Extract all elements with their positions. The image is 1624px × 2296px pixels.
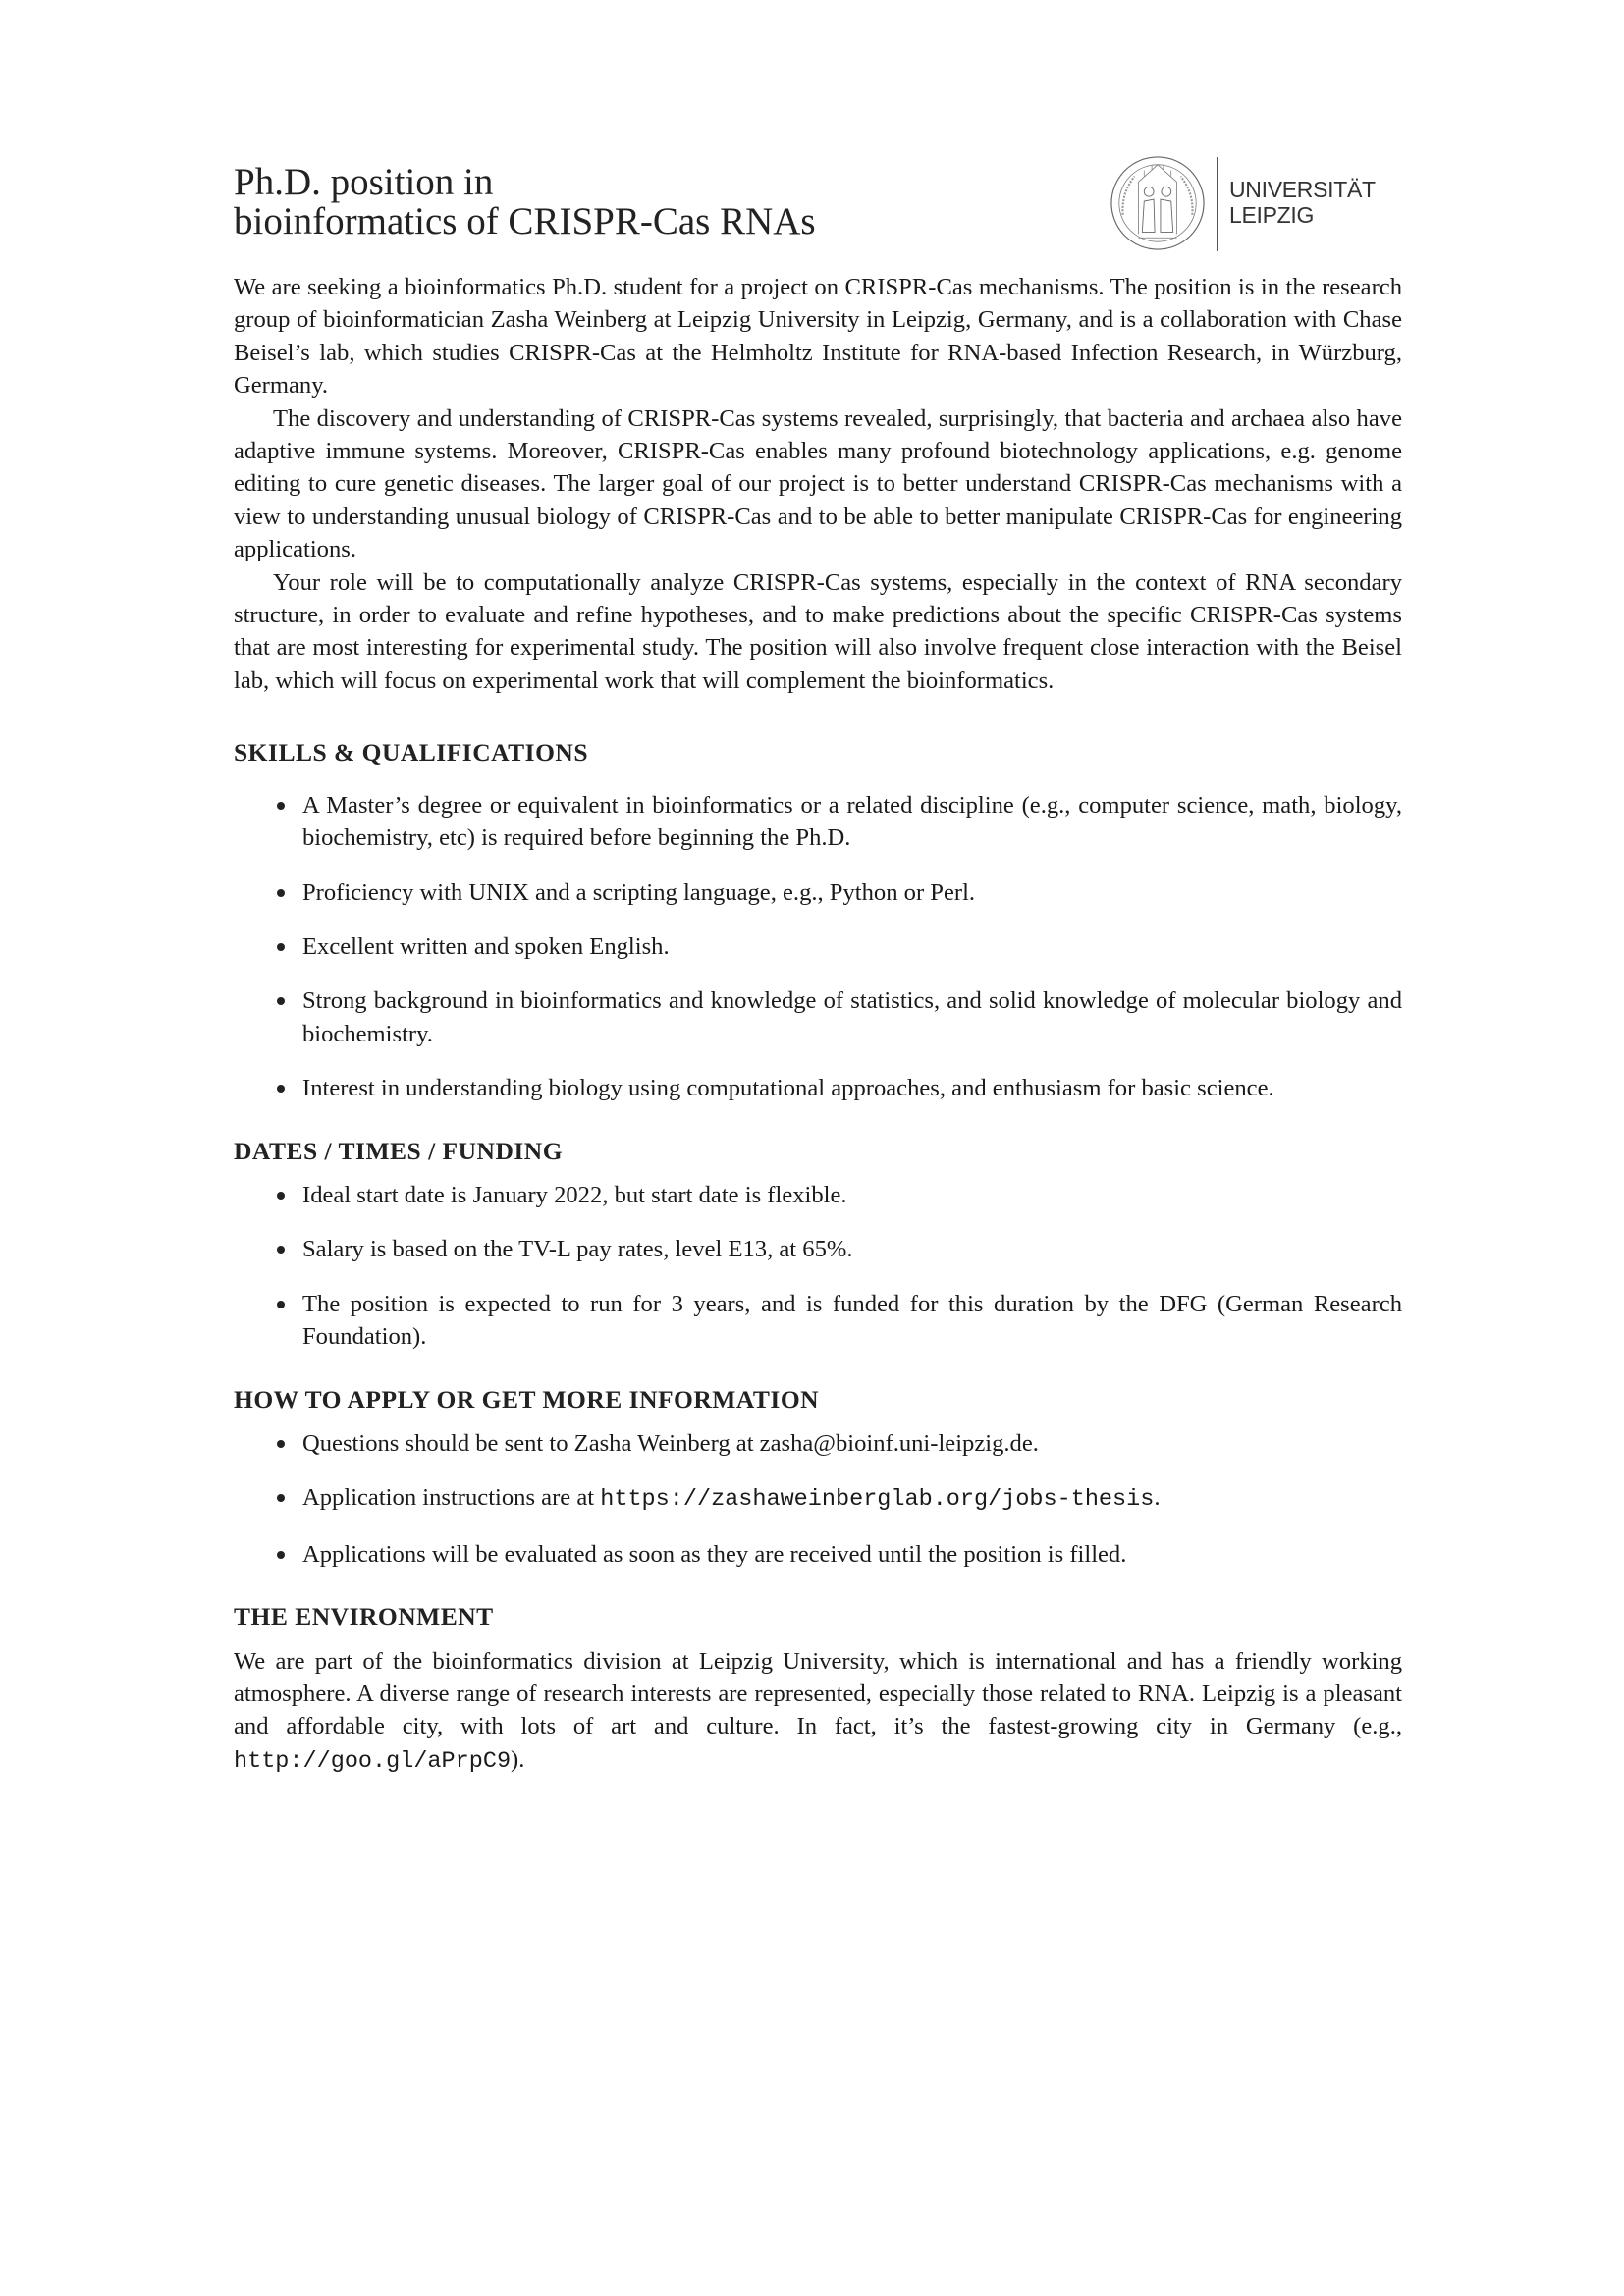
list-item-text: Salary is based on the TV-L pay rates, level E13, at 65%. — [302, 1236, 853, 1263]
list-item-text: Interest in understanding biology using computational approaches, and enthusiasm for basic science. — [302, 1075, 1274, 1102]
list-item — [234, 1233, 1402, 1265]
skills-section — [234, 736, 1402, 1104]
intro-paragraph-1: We are seeking a bioinformatics Ph.D. student for a project on CRISPR-Cas mechanisms. The position is in the research group of bioinformatician Zasha Weinberg at Leipzig University in Leipzig, Germany, and is a collaboration with Chase Beisel’s lab, which studies CRISPR-Cas at the Helmholtz Institute for RNA-based Infection Research, in Würzburg, Germany. — [234, 274, 1402, 400]
university-name-line-2: LEIPZIG — [1229, 202, 1315, 228]
bullet-icon — [277, 1085, 285, 1093]
bullet-icon — [277, 997, 285, 1005]
apply-heading: HOW TO APPLY OR GET MORE INFORMATION — [234, 1384, 820, 1414]
apply-list — [234, 1427, 1402, 1571]
skills-list — [234, 789, 1402, 1105]
dates-list — [234, 1179, 1402, 1354]
bullet-icon — [277, 802, 285, 810]
list-item — [234, 1179, 1402, 1211]
bullet-icon — [277, 1246, 285, 1254]
list-item-text: The position is expected to run for 3 years, and is funded for this duration by the DFG (German Research Foundation). — [302, 1290, 1402, 1351]
dates-heading: DATES / TIMES / FUNDING — [234, 1136, 564, 1165]
environment-heading: THE ENVIRONMENT — [234, 1602, 494, 1631]
list-item-text: Excellent written and spoken English. — [302, 933, 670, 960]
bullet-icon — [277, 1494, 285, 1502]
list-item — [234, 1538, 1402, 1571]
apply-section — [234, 1383, 1402, 1572]
university-logo — [1110, 155, 1404, 253]
title-line-2: bioinformatics of CRISPR-Cas RNAs — [234, 200, 816, 242]
bullet-icon — [277, 1551, 285, 1559]
environment-paragraph — [234, 1645, 1402, 1779]
university-name — [1229, 177, 1376, 228]
list-item — [234, 1072, 1402, 1104]
list-item — [234, 789, 1402, 855]
title-line-1: Ph.D. position in — [234, 161, 494, 203]
list-item-text: Strong background in bioinformatics and knowledge of statistics, and solid knowledge of molecular biology and biochemistry. — [302, 988, 1402, 1047]
list-item-text-suffix: . — [1154, 1484, 1161, 1512]
list-item — [234, 931, 1402, 963]
intro-section — [234, 271, 1402, 697]
list-item — [234, 1288, 1402, 1354]
list-item — [234, 877, 1402, 909]
logo-divider — [1217, 157, 1218, 251]
dates-section — [234, 1135, 1402, 1354]
environment-text-suffix: ). — [511, 1745, 525, 1773]
skills-heading: SKILLS & QUALIFICATIONS — [234, 738, 589, 768]
list-item-text: Ideal start date is January 2022, but start date is flexible. — [302, 1181, 847, 1208]
bullet-icon — [277, 1440, 285, 1448]
intro-paragraph-2: The discovery and understanding of CRISPR-Cas systems revealed, surprisingly, that bacteria and archaea also have adaptive immune systems. Moreover, CRISPR-Cas enables many profound biotechnology applications, e.g. genome editing to cure genetic diseases. The larger goal of our project is to better understand CRISPR-Cas mechanisms with a view to understanding unusual biology of CRISPR-Cas and to be able to better manipulate CRISPR-Cas for engineering applications. — [234, 404, 1402, 563]
environment-text: We are part of the bioinformatics division at Leipzig University, which is international and has a friendly working atmosphere. A diverse range of research interests are represented, especially those related to RNA. Leipzig is a pleasant and affordable city, with lots of art and culture. In fact, it’s the fastest-growing city in Germany (e.g., — [234, 1647, 1402, 1740]
bullet-icon — [277, 1301, 285, 1308]
list-item-text: Application instructions are at — [302, 1484, 601, 1512]
intro-paragraph-3: Your role will be to computationally analyze CRISPR-Cas systems, especially in the context of RNA secondary structure, in order to evaluate and refine hypotheses, and to make predictions about the specific CRISPR-Cas systems that are most interesting for experimental study. The position will also involve frequent close interaction with the Beisel lab, which will focus on experimental work that will complement the bioinformatics. — [234, 568, 1402, 694]
list-item — [234, 985, 1402, 1050]
bullet-icon — [277, 889, 285, 897]
bullet-icon — [277, 943, 285, 951]
city-growth-link[interactable]: http://goo.gl/aPrpC9 — [234, 1747, 512, 1775]
list-item-text: Applications will be evaluated as soon as they are received until the position is filled. — [302, 1540, 1127, 1568]
document-title — [234, 163, 816, 241]
list-item-text: Proficiency with UNIX and a scripting language, e.g., Python or Perl. — [302, 879, 976, 906]
document-body — [234, 271, 1402, 1778]
list-item — [234, 1427, 1402, 1460]
bullet-icon — [277, 1192, 285, 1200]
list-item — [234, 1481, 1402, 1516]
university-name-line-1: UNIVERSITÄT — [1229, 177, 1376, 202]
list-item-text: A Master’s degree or equivalent in bioinformatics or a related discipline (e.g., computer science, math, biology, biochemistry, etc) is required before beginning the Ph.D. — [302, 791, 1402, 852]
university-seal-icon — [1110, 155, 1206, 251]
application-link[interactable]: https://zashaweinberglab.org/jobs-thesis — [600, 1486, 1155, 1514]
environment-section — [234, 1600, 1402, 1778]
contact-text: Questions should be sent to Zasha Weinberg at zasha@bioinf.uni-leipzig.de. — [302, 1429, 1039, 1457]
